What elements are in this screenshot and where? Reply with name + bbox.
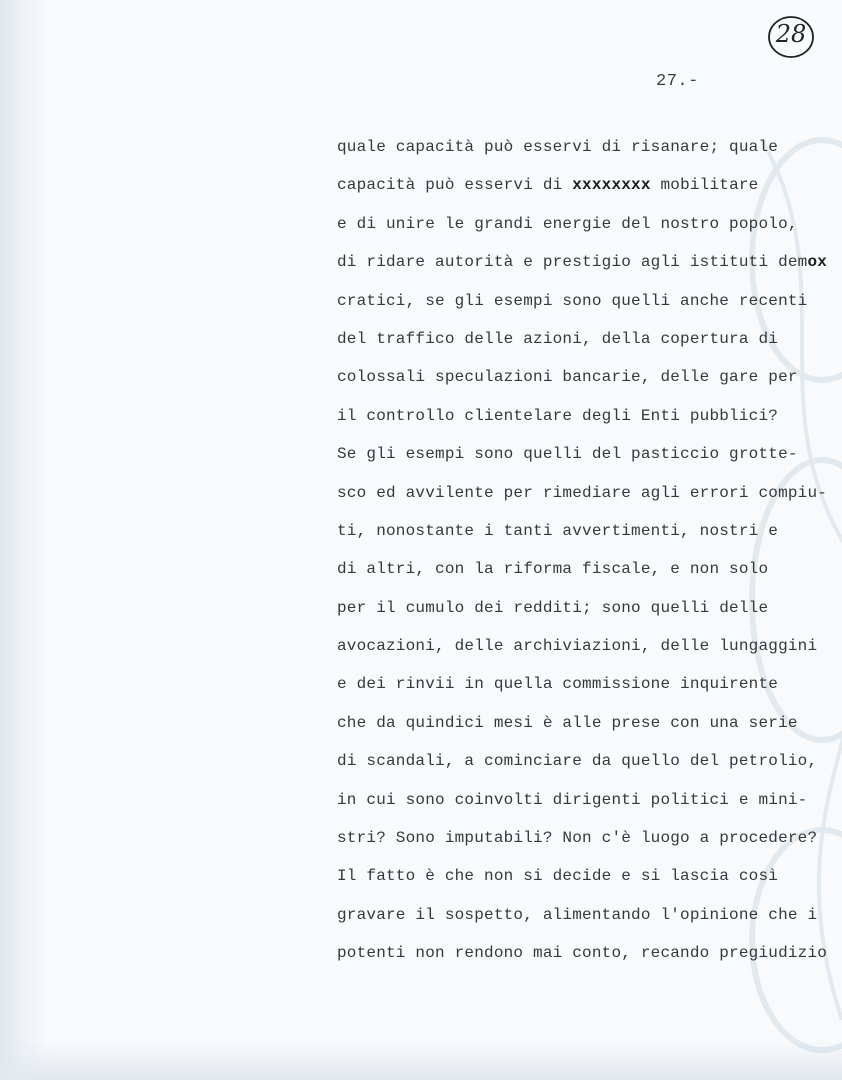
- text-line: e dei rinvii in quella commissione inquirente: [337, 675, 779, 694]
- text-line: il controllo clientelare degli Enti pubblici?: [337, 406, 779, 425]
- struck-out-text: ox: [807, 253, 828, 272]
- text-line: di altri, con la riforma fiscale, e non solo: [337, 560, 769, 579]
- text-line: [337, 166, 842, 204]
- scan-shadow-left: [0, 0, 50, 1080]
- typed-body-text: [337, 128, 842, 973]
- text-line: ti, nonostante i tanti avvertimenti, nostri e: [337, 521, 779, 540]
- folio-text: 28: [775, 20, 807, 48]
- text-line: del traffico delle azioni, della copertura di: [337, 329, 779, 348]
- text-line: potenti non rendono mai conto, recando pregiudizio: [337, 944, 828, 963]
- text-segment: capacità può esservi di: [337, 176, 573, 195]
- text-line: Se gli esempi sono quelli del pasticcio grotte-: [337, 445, 798, 464]
- page-number: 27.-: [656, 72, 699, 91]
- text-line: e di unire le grandi energie del nostro popolo,: [337, 214, 798, 233]
- folio-number: [766, 14, 816, 60]
- text-line: per il cumulo dei redditi; sono quelli delle: [337, 598, 769, 617]
- text-line: che da quindici mesi è alle prese con una serie: [337, 713, 798, 732]
- text-line: sco ed avvilente per rimediare agli errori compiu-: [337, 483, 828, 502]
- text-line: avocazioni, delle archiviazioni, delle lungaggini: [337, 637, 818, 656]
- text-line: in cui sono coinvolti dirigenti politici e mini-: [337, 790, 808, 809]
- text-line: di scandali, a cominciare da quello del petrolio,: [337, 752, 818, 771]
- text-line: quale capacità può esservi di risanare; quale: [337, 138, 779, 156]
- text-segment: di ridare autorità e prestigio agli istituti dem: [337, 253, 808, 272]
- text-line: colossali speculazioni bancarie, delle gare per: [337, 368, 798, 387]
- text-line: cratici, se gli esempi sono quelli anche recenti: [337, 291, 808, 310]
- text-line: stri? Sono imputabili? Non c'è luogo a procedere?: [337, 829, 818, 848]
- text-line: [337, 243, 842, 281]
- text-line: Il fatto è che non si decide e si lascia così: [337, 867, 779, 886]
- text-segment: mobilitare: [650, 176, 759, 195]
- struck-out-text: xxxxxxxx: [572, 176, 651, 195]
- text-line: gravare il sospetto, alimentando l'opinione che i: [337, 905, 818, 924]
